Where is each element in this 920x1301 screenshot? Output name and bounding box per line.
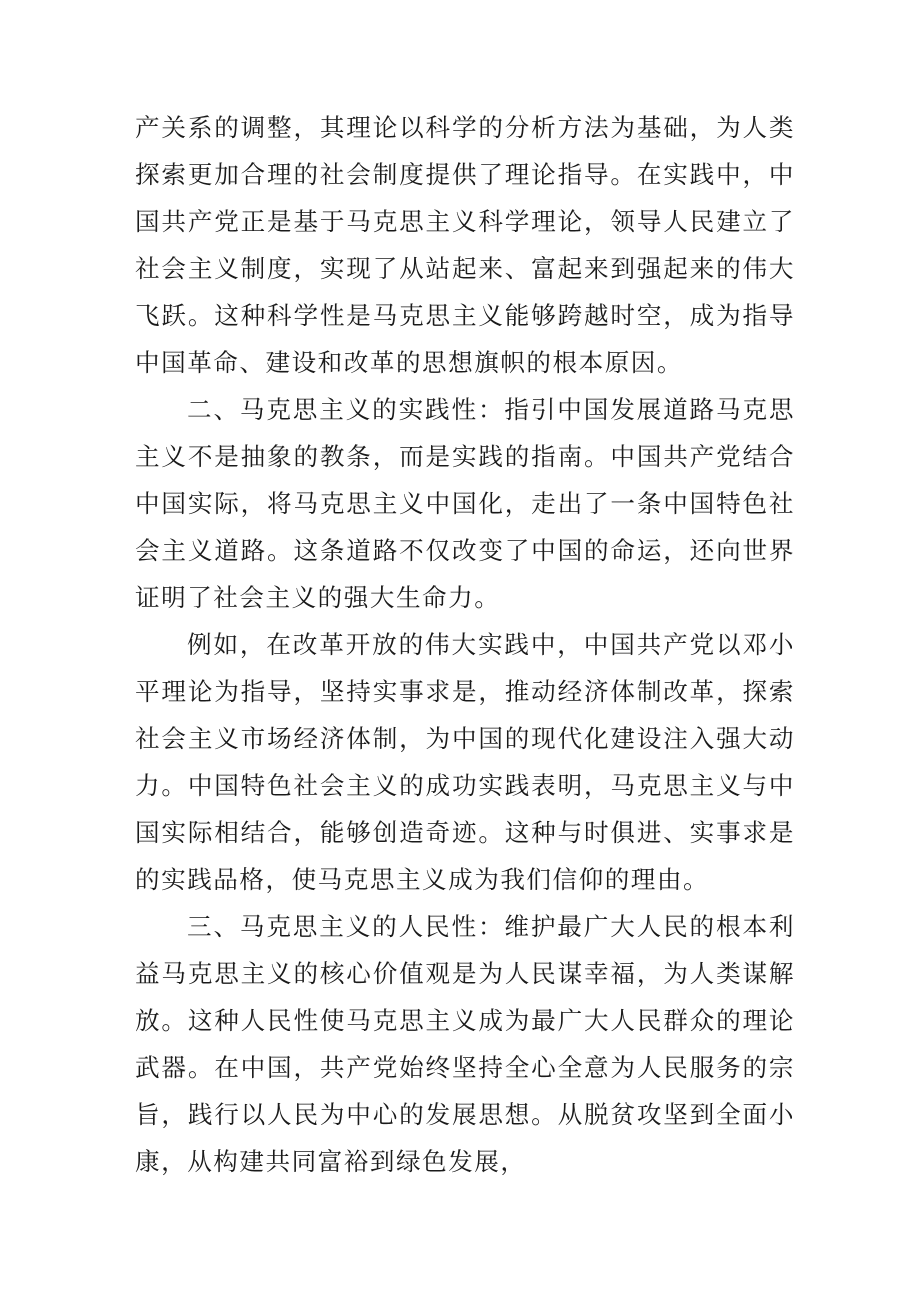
paragraph-section-three: 三、马克思主义的人民性：维护最广大人民的根本利益马克思主义的核心价值观是为人民谋幸福，为人类谋解放。这种人民性使马克思主义成为最广大人民群众的理论武器。在中国，共产党始终坚持全心全意为人民服务的宗旨，践行以人民为中心的发展思想。从脱贫攻坚到全面小康，从构建共同富裕到绿色发展， xyxy=(135,912,795,1176)
paragraph-example: 例如，在改革开放的伟大实践中，中国共产党以邓小平理论为指导，坚持实事求是，推动经济体制改革，探索社会主义市场经济体制，为中国的现代化建设注入强大动力。中国特色社会主义的成功实践表明，马克思主义与中国实际相结合，能够创造奇迹。这种与时俱进、实事求是的实践品格，使马克思主义成为我们信仰的理由。 xyxy=(135,630,795,894)
paragraph-continuation: 产关系的调整，其理论以科学的分析方法为基础，为人类探索更加合理的社会制度提供了理论指导。在实践中，中国共产党正是基于马克思主义科学理论，领导人民建立了社会主义制度，实现了从站起来、富起来到强起来的伟大飞跃。这种科学性是马克思主义能够跨越时空，成为指导中国革命、建设和改革的思想旗帜的根本原因。 xyxy=(135,113,795,377)
paragraph-section-two: 二、马克思主义的实践性：指引中国发展道路马克思主义不是抽象的教条，而是实践的指南。中国共产党结合中国实际，将马克思主义中国化，走出了一条中国特色社会主义道路。这条道路不仅改变了中国的命运，还向世界证明了社会主义的强大生命力。 xyxy=(135,395,795,612)
document-body xyxy=(135,104,795,1185)
